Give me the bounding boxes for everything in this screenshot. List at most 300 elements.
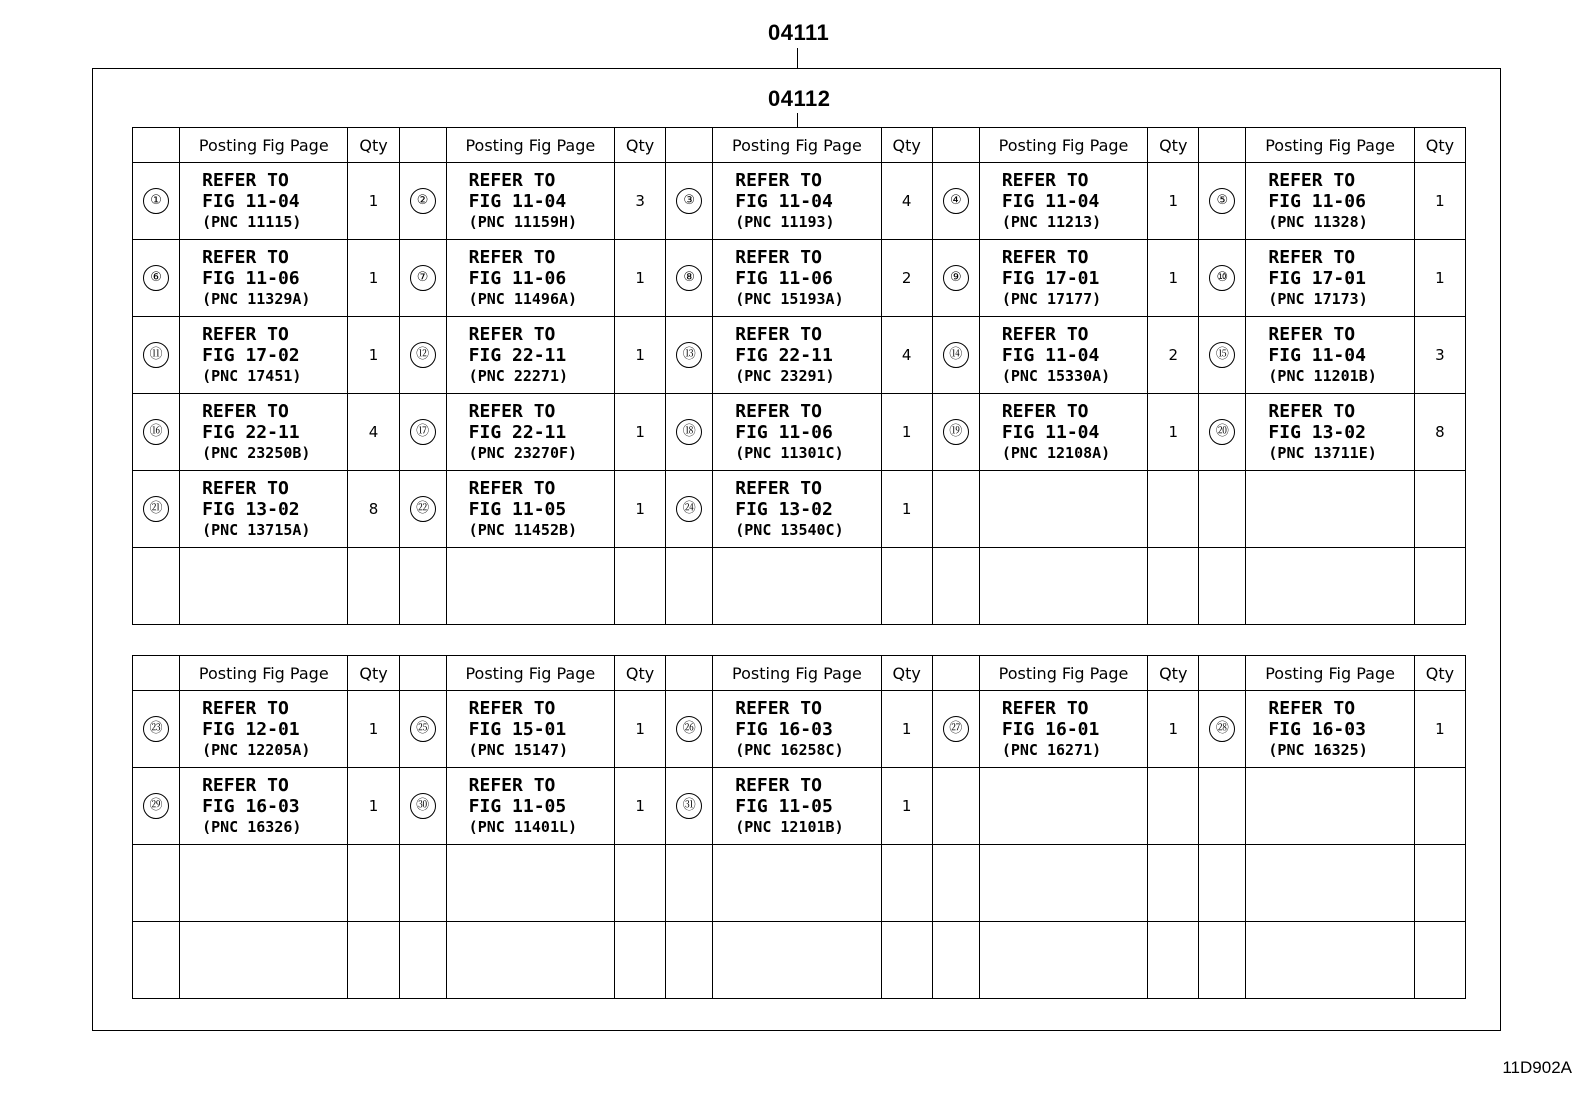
pnc-code: (PNC 17451) [202, 367, 302, 385]
table-row [133, 317, 1466, 394]
refer-to-text: REFER TO [1268, 170, 1356, 191]
header-blank [399, 128, 446, 163]
posting-fig-page-cell [180, 240, 348, 317]
posting-fig-page-cell [446, 471, 614, 548]
table-row [133, 845, 1466, 922]
qty-cell: 1 [1148, 691, 1199, 768]
item-number-cell [1199, 845, 1246, 922]
item-number-cell [133, 471, 180, 548]
header-qty: Qty [1414, 656, 1465, 691]
pnc-code: (PNC 11193) [735, 213, 835, 231]
posting-fig-page-cell [979, 163, 1147, 240]
qty-cell: 1 [881, 768, 932, 845]
refer-to-text: REFER TO [735, 170, 822, 191]
refer-to-text: REFER TO [1268, 401, 1356, 422]
header-blank [399, 656, 446, 691]
pnc-code: (PNC 12108A) [1001, 444, 1111, 462]
qty-cell [1148, 922, 1199, 999]
fig-reference: FIG 11-04 [1268, 345, 1366, 366]
item-number-badge: ⑧ [676, 265, 702, 291]
item-number-badge: ㉙ [143, 793, 169, 819]
posting-fig-page-cell [180, 317, 348, 394]
fig-reference: FIG 11-04 [1001, 191, 1100, 212]
qty-cell: 1 [615, 768, 666, 845]
pnc-code: (PNC 13540C) [735, 521, 844, 539]
refer-to-text: REFER TO [735, 775, 822, 796]
fig-reference: FIG 11-06 [468, 268, 567, 289]
fig-reference: FIG 22-11 [735, 345, 833, 366]
header-row [133, 128, 1466, 163]
posting-fig-page-cell [979, 768, 1147, 845]
pnc-code: (PNC 11401L) [468, 818, 578, 836]
pnc-code: (PNC 13715A) [202, 521, 311, 539]
posting-fig-page-cell [180, 394, 348, 471]
illustration-reference-code: 11D902A [1502, 1058, 1572, 1077]
pnc-code: (PNC 11115) [202, 213, 302, 231]
item-number-cell [932, 317, 979, 394]
qty-cell: 2 [881, 240, 932, 317]
refer-to-text: REFER TO [468, 775, 556, 796]
refer-to-text: REFER TO [735, 324, 822, 345]
item-number-badge: ⑥ [143, 265, 169, 291]
qty-cell: 1 [1148, 394, 1199, 471]
item-number-cell [133, 922, 180, 999]
table-row [133, 768, 1466, 845]
posting-fig-page-cell [180, 471, 348, 548]
refer-to-text: REFER TO [202, 775, 289, 796]
item-number-badge: ⑪ [143, 342, 169, 368]
item-number-badge: ㉒ [410, 496, 436, 522]
item-number-badge: ⑲ [943, 419, 969, 445]
qty-cell: 1 [348, 240, 399, 317]
item-number-cell [1199, 240, 1246, 317]
qty-cell: 1 [1414, 163, 1465, 240]
item-number-cell [133, 691, 180, 768]
header-qty: Qty [348, 128, 399, 163]
item-number-cell [133, 548, 180, 625]
item-number-cell [133, 163, 180, 240]
pnc-code: (PNC 16271) [1001, 741, 1102, 759]
posting-fig-page-cell [1246, 394, 1414, 471]
item-number-cell [1199, 317, 1246, 394]
item-number-cell [932, 471, 979, 548]
pnc-code: (PNC 15147) [468, 741, 569, 759]
item-number-cell [932, 768, 979, 845]
item-number-badge: ⑬ [676, 342, 702, 368]
item-number-cell [666, 394, 713, 471]
item-number-badge: ㉓ [143, 716, 169, 742]
refer-to-text: REFER TO [468, 698, 556, 719]
fig-reference: FIG 11-05 [468, 796, 567, 817]
item-number-badge: ㉚ [410, 793, 436, 819]
qty-cell: 8 [1414, 394, 1465, 471]
header-blank [932, 128, 979, 163]
item-number-cell [399, 548, 446, 625]
fig-reference: FIG 22-11 [202, 422, 300, 443]
header-posting-fig-page: Posting Fig Page [713, 656, 881, 691]
item-number-cell [399, 240, 446, 317]
pnc-code: (PNC 11201B) [1268, 367, 1377, 385]
posting-fig-page-cell [446, 240, 614, 317]
header-posting-fig-page: Posting Fig Page [1246, 656, 1414, 691]
item-number-cell [1199, 768, 1246, 845]
item-number-cell [932, 691, 979, 768]
posting-fig-page-cell [446, 163, 614, 240]
header-posting-fig-page: Posting Fig Page [713, 128, 881, 163]
pnc-code: (PNC 11159H) [468, 213, 578, 231]
qty-cell: 1 [1148, 240, 1199, 317]
posting-fig-page-cell [979, 317, 1147, 394]
qty-cell: 1 [881, 691, 932, 768]
refer-to-text: REFER TO [735, 478, 822, 499]
posting-fig-page-cell [446, 691, 614, 768]
refer-to-text: REFER TO [1001, 324, 1089, 345]
item-number-badge: ⑱ [676, 419, 702, 445]
fig-reference: FIG 17-02 [202, 345, 300, 366]
item-number-cell [399, 471, 446, 548]
item-number-cell [133, 240, 180, 317]
item-number-cell [1199, 394, 1246, 471]
table-row [133, 471, 1466, 548]
item-number-cell [133, 768, 180, 845]
item-number-badge: ㉕ [410, 716, 436, 742]
qty-cell: 1 [615, 471, 666, 548]
item-number-cell [666, 240, 713, 317]
posting-fig-page-cell [180, 548, 348, 625]
posting-fig-page-cell [713, 394, 881, 471]
item-number-cell [932, 548, 979, 625]
qty-cell: 1 [1414, 240, 1465, 317]
fig-reference: FIG 16-01 [1001, 719, 1100, 740]
table-row [133, 691, 1466, 768]
qty-cell: 3 [615, 163, 666, 240]
item-number-badge: ⑯ [143, 419, 169, 445]
posting-fig-page-cell [1246, 240, 1414, 317]
item-number-badge: ⑤ [1209, 188, 1235, 214]
refer-to-text: REFER TO [1268, 324, 1356, 345]
header-posting-fig-page: Posting Fig Page [979, 128, 1147, 163]
item-number-cell [1199, 548, 1246, 625]
header-qty: Qty [1148, 656, 1199, 691]
item-number-cell [666, 922, 713, 999]
qty-cell [881, 548, 932, 625]
posting-fig-page-cell [713, 163, 881, 240]
item-number-badge: ④ [943, 188, 969, 214]
header-posting-fig-page: Posting Fig Page [180, 128, 348, 163]
item-number-badge: ③ [676, 188, 702, 214]
item-number-badge: ㉖ [676, 716, 702, 742]
refer-to-text: REFER TO [735, 401, 822, 422]
fig-reference: FIG 11-06 [735, 422, 833, 443]
qty-cell: 1 [615, 691, 666, 768]
qty-cell: 1 [348, 768, 399, 845]
qty-cell: 2 [1148, 317, 1199, 394]
item-number-cell [666, 845, 713, 922]
item-number-badge: ㉛ [676, 793, 702, 819]
qty-cell [881, 845, 932, 922]
item-number-cell [399, 768, 446, 845]
item-number-cell [666, 548, 713, 625]
fig-reference: FIG 16-03 [1268, 719, 1366, 740]
item-number-badge: ⑰ [410, 419, 436, 445]
qty-cell [615, 922, 666, 999]
qty-cell: 1 [1148, 163, 1199, 240]
posting-fig-page-cell [713, 471, 881, 548]
qty-cell [1148, 768, 1199, 845]
refer-to-text: REFER TO [468, 478, 556, 499]
qty-cell: 1 [881, 394, 932, 471]
qty-cell: 1 [881, 471, 932, 548]
pnc-code: (PNC 17177) [1001, 290, 1102, 308]
refer-to-text: REFER TO [1001, 247, 1089, 268]
posting-fig-page-cell [446, 845, 614, 922]
posting-fig-page-cell [1246, 691, 1414, 768]
header-blank [666, 128, 713, 163]
header-qty: Qty [881, 128, 932, 163]
pnc-code: (PNC 23250B) [202, 444, 311, 462]
posting-fig-page-cell [713, 691, 881, 768]
pnc-code: (PNC 11328) [1268, 213, 1368, 231]
qty-cell: 1 [1414, 691, 1465, 768]
qty-cell: 3 [1414, 317, 1465, 394]
item-number-cell [666, 471, 713, 548]
pnc-code: (PNC 11329A) [202, 290, 311, 308]
pnc-code: (PNC 12101B) [735, 818, 844, 836]
posting-fig-page-cell [713, 845, 881, 922]
fig-reference: FIG 17-01 [1001, 268, 1100, 289]
item-number-cell [399, 922, 446, 999]
table-row [133, 394, 1466, 471]
pnc-code: (PNC 16258C) [735, 741, 844, 759]
item-number-cell [133, 845, 180, 922]
refer-to-text: REFER TO [1268, 247, 1356, 268]
item-number-cell [666, 163, 713, 240]
qty-cell [1414, 768, 1465, 845]
item-number-cell [932, 845, 979, 922]
item-number-cell [666, 317, 713, 394]
qty-cell [348, 845, 399, 922]
posting-fig-page-cell [180, 163, 348, 240]
qty-cell [1148, 845, 1199, 922]
qty-cell [348, 922, 399, 999]
posting-fig-page-cell [1246, 922, 1414, 999]
posting-fig-page-cell [979, 548, 1147, 625]
qty-cell [881, 922, 932, 999]
item-number-badge: ② [410, 188, 436, 214]
pnc-code: (PNC 16325) [1268, 741, 1368, 759]
pnc-code: (PNC 11301C) [735, 444, 844, 462]
item-number-badge: ⑨ [943, 265, 969, 291]
posting-fig-page-cell [1246, 471, 1414, 548]
fig-reference: FIG 11-05 [735, 796, 833, 817]
posting-fig-page-cell [446, 317, 614, 394]
pnc-code: (PNC 15193A) [735, 290, 844, 308]
refer-to-text: REFER TO [468, 324, 556, 345]
pnc-code: (PNC 11452B) [468, 521, 578, 539]
header-blank [133, 656, 180, 691]
refer-to-text: REFER TO [1268, 698, 1356, 719]
item-number-badge: ㉔ [676, 496, 702, 522]
refer-to-text: REFER TO [1001, 698, 1089, 719]
posting-fig-page-cell [979, 471, 1147, 548]
item-number-cell [133, 317, 180, 394]
fig-reference: FIG 11-04 [1001, 345, 1100, 366]
header-qty: Qty [881, 656, 932, 691]
qty-cell [1414, 548, 1465, 625]
table-row [133, 922, 1466, 999]
item-number-badge: ⑮ [1209, 342, 1235, 368]
header-qty: Qty [615, 128, 666, 163]
qty-cell: 1 [615, 317, 666, 394]
posting-fig-page-cell [180, 845, 348, 922]
qty-cell [1414, 471, 1465, 548]
header-blank [666, 656, 713, 691]
item-number-cell [932, 394, 979, 471]
qty-cell [1148, 548, 1199, 625]
refer-to-text: REFER TO [1001, 401, 1089, 422]
pnc-code: (PNC 17173) [1268, 290, 1368, 308]
posting-fig-page-cell [713, 548, 881, 625]
table-row [133, 240, 1466, 317]
header-qty: Qty [1148, 128, 1199, 163]
item-number-cell [932, 922, 979, 999]
pnc-code: (PNC 23270F) [468, 444, 578, 462]
fig-reference: FIG 11-06 [202, 268, 300, 289]
posting-fig-page-cell [446, 394, 614, 471]
pnc-code: (PNC 13711E) [1268, 444, 1377, 462]
header-blank [133, 128, 180, 163]
pnc-code: (PNC 15330A) [1001, 367, 1111, 385]
refer-to-text: REFER TO [468, 247, 556, 268]
pnc-code: (PNC 23291) [735, 367, 835, 385]
header-blank [1199, 128, 1246, 163]
qty-cell [615, 548, 666, 625]
fig-reference: FIG 11-06 [1268, 191, 1366, 212]
refer-to-text: REFER TO [735, 247, 822, 268]
item-number-cell [399, 691, 446, 768]
item-number-cell [666, 691, 713, 768]
item-number-badge: ⑳ [1209, 419, 1235, 445]
posting-fig-page-cell [979, 240, 1147, 317]
fig-reference: FIG 17-01 [1268, 268, 1366, 289]
fig-reference: FIG 13-02 [1268, 422, 1366, 443]
item-number-badge: ① [143, 188, 169, 214]
posting-fig-page-cell [713, 768, 881, 845]
header-posting-fig-page: Posting Fig Page [979, 656, 1147, 691]
item-number-cell [399, 845, 446, 922]
header-row [133, 656, 1466, 691]
pnc-code: (PNC 11496A) [468, 290, 578, 308]
qty-cell: 1 [348, 691, 399, 768]
fig-reference: FIG 13-02 [735, 499, 833, 520]
item-number-cell [1199, 691, 1246, 768]
parts-table-1 [132, 127, 1466, 625]
qty-cell: 1 [348, 317, 399, 394]
qty-cell: 1 [615, 394, 666, 471]
fig-reference: FIG 13-02 [202, 499, 300, 520]
table-row [133, 548, 1466, 625]
item-number-badge: ⑭ [943, 342, 969, 368]
item-number-badge: ⑦ [410, 265, 436, 291]
posting-fig-page-cell [979, 845, 1147, 922]
fig-reference: FIG 15-01 [468, 719, 567, 740]
fig-reference: FIG 11-06 [735, 268, 833, 289]
header-qty: Qty [348, 656, 399, 691]
header-blank [1199, 656, 1246, 691]
posting-fig-page-cell [713, 240, 881, 317]
posting-fig-page-cell [446, 548, 614, 625]
outer-assembly-label: 04111 [768, 20, 830, 45]
posting-fig-page-cell [446, 768, 614, 845]
qty-cell: 4 [881, 317, 932, 394]
item-number-cell [1199, 922, 1246, 999]
item-number-cell [932, 163, 979, 240]
posting-fig-page-cell [1246, 768, 1414, 845]
fig-reference: FIG 11-04 [202, 191, 300, 212]
qty-cell [1414, 922, 1465, 999]
header-qty: Qty [1414, 128, 1465, 163]
item-number-cell [399, 394, 446, 471]
pnc-code: (PNC 16326) [202, 818, 302, 836]
posting-fig-page-cell [180, 691, 348, 768]
pnc-code: (PNC 12205A) [202, 741, 311, 759]
posting-fig-page-cell [1246, 845, 1414, 922]
item-number-badge: ㉗ [943, 716, 969, 742]
qty-cell: 8 [348, 471, 399, 548]
refer-to-text: REFER TO [202, 247, 289, 268]
header-posting-fig-page: Posting Fig Page [446, 128, 614, 163]
posting-fig-page-cell [1246, 548, 1414, 625]
qty-cell: 1 [615, 240, 666, 317]
posting-fig-page-cell [180, 768, 348, 845]
item-number-cell [133, 394, 180, 471]
posting-fig-page-cell [713, 317, 881, 394]
item-number-cell [399, 317, 446, 394]
qty-cell [1414, 845, 1465, 922]
inner-leader-line [797, 113, 798, 127]
qty-cell: 4 [881, 163, 932, 240]
fig-reference: FIG 11-04 [468, 191, 567, 212]
fig-reference: FIG 11-04 [735, 191, 833, 212]
fig-reference: FIG 22-11 [468, 345, 567, 366]
pnc-code: (PNC 11213) [1001, 213, 1102, 231]
item-number-cell [1199, 163, 1246, 240]
refer-to-text: REFER TO [468, 401, 556, 422]
posting-fig-page-cell [446, 922, 614, 999]
posting-fig-page-cell [979, 394, 1147, 471]
refer-to-text: REFER TO [202, 324, 289, 345]
posting-fig-page-cell [979, 691, 1147, 768]
refer-to-text: REFER TO [202, 170, 289, 191]
table-row [133, 163, 1466, 240]
item-number-cell [1199, 471, 1246, 548]
posting-fig-page-cell [1246, 163, 1414, 240]
refer-to-text: REFER TO [1001, 170, 1089, 191]
item-number-badge: ⑫ [410, 342, 436, 368]
item-number-badge: ㉘ [1209, 716, 1235, 742]
item-number-cell [666, 768, 713, 845]
fig-reference: FIG 11-04 [1001, 422, 1100, 443]
fig-reference: FIG 11-05 [468, 499, 567, 520]
refer-to-text: REFER TO [468, 170, 556, 191]
refer-to-text: REFER TO [202, 698, 289, 719]
posting-fig-page-cell [713, 922, 881, 999]
refer-to-text: REFER TO [735, 698, 822, 719]
posting-fig-page-cell [979, 922, 1147, 999]
refer-to-text: REFER TO [202, 401, 289, 422]
header-posting-fig-page: Posting Fig Page [446, 656, 614, 691]
inner-assembly-label: 04112 [768, 86, 831, 111]
